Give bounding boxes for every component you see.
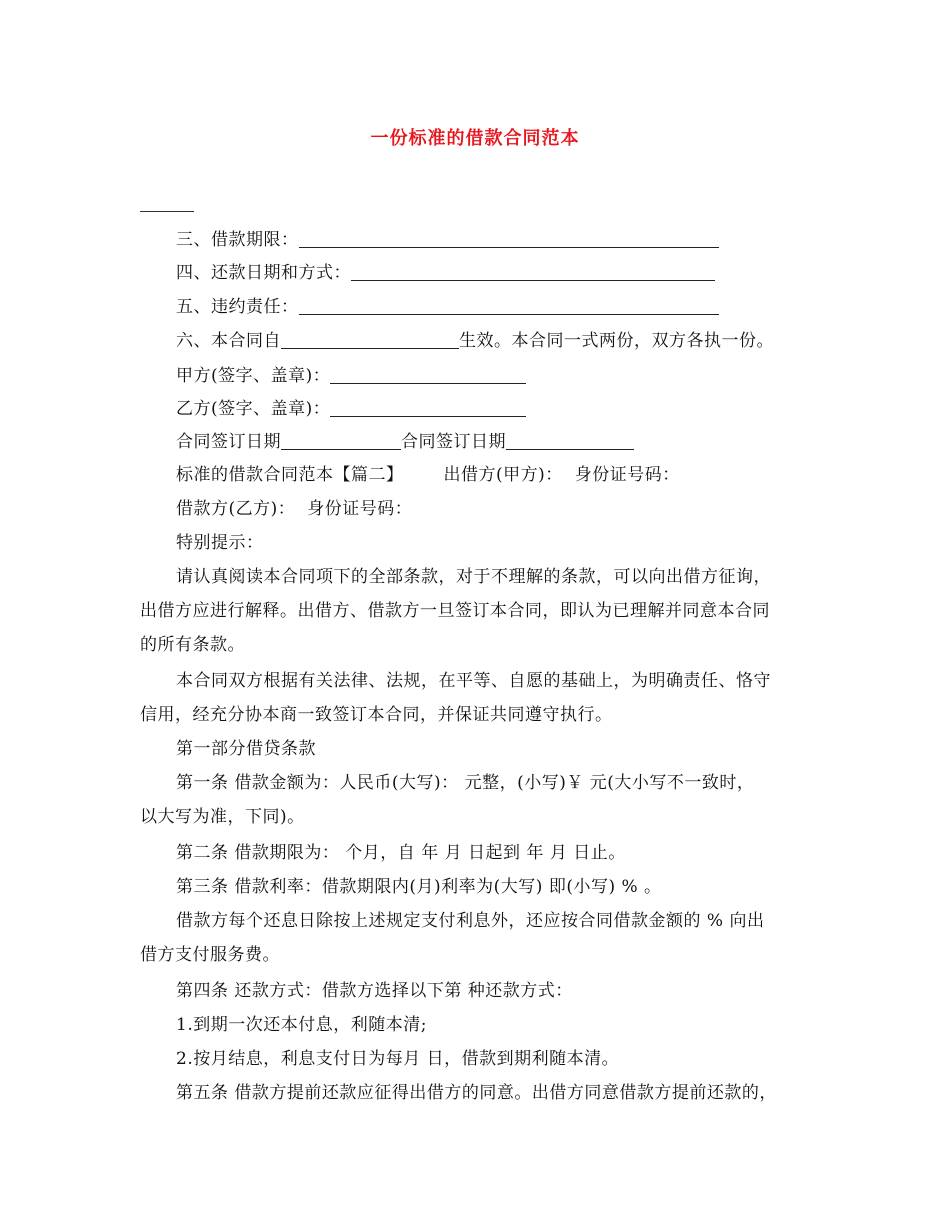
- clause-loan-term-label: 三、借款期限：: [176, 230, 299, 250]
- borrower-label: 借款方(乙方)：: [176, 499, 296, 519]
- repayment-option-2: 2.按月结息，利息支付日为每月 日，借款到期利随本清。: [176, 1049, 620, 1069]
- paragraph-line: 借款方每个还息日除按上述规定支付利息外，还应按合同借款金额的 % 向出: [176, 911, 765, 931]
- paragraph-line: 请认真阅读本合同项下的全部条款，对于不理解的条款，可以向出借方征询，: [176, 567, 771, 587]
- paragraph-line: 的所有条款。: [140, 635, 245, 655]
- document-title: 一份标准的借款合同范本: [370, 128, 580, 149]
- signing-date-label-a: 合同签订日期: [176, 432, 281, 452]
- part-one-heading: 第一部分借贷条款: [176, 739, 316, 759]
- article-three: 第三条 借款利率：借款期限内(月)利率为(大写) 即(小写) % 。: [176, 877, 662, 897]
- party-a-signature: [176, 364, 526, 388]
- article-one: 第一条 借款金额为：人民币(大写)： 元整，(小写)￥ 元(大小写不一致时，: [176, 773, 755, 793]
- blank-line: [299, 229, 719, 248]
- section-two-header: [176, 463, 680, 487]
- article-four: 第四条 还款方式：借款方选择以下第 种还款方式：: [176, 981, 573, 1001]
- blank-line: [506, 431, 634, 450]
- blank-line: [281, 330, 459, 349]
- special-note-heading: 特别提示：: [176, 533, 264, 553]
- signing-dates: [176, 430, 634, 454]
- article-five: 第五条 借款方提前还款应征得出借方的同意。出借方同意借款方提前还款的，: [176, 1083, 777, 1103]
- party-a-signature-label: 甲方(签字、盖章)：: [176, 366, 331, 386]
- lender-id-label: 身份证号码：: [574, 465, 680, 485]
- blank-line: [330, 365, 526, 384]
- clause-effective: [176, 329, 774, 353]
- blank-line: [281, 431, 401, 450]
- clause-breach-label: 五、违约责任：: [176, 297, 299, 317]
- clause-effective-label: 六、本合同自: [176, 331, 281, 351]
- party-b-signature: [176, 397, 526, 421]
- paragraph-line: 信用，经充分协本商一致签订本合同，并保证共同遵守执行。: [140, 705, 613, 725]
- borrower-row: [176, 497, 412, 521]
- clause-effective-rest: 生效。本合同一式两份，双方各执一份。: [459, 331, 774, 351]
- borrower-id-label: 身份证号码：: [307, 499, 413, 519]
- article-two: 第二条 借款期限为： 个月，自 年 月 日起到 年 月 日止。: [176, 843, 626, 863]
- clause-breach: [176, 295, 719, 319]
- party-b-signature-label: 乙方(签字、盖章)：: [176, 399, 331, 419]
- clause-loan-term: [176, 228, 719, 252]
- blank-line: [330, 398, 526, 417]
- section-two-title: 标准的借款合同范本【篇二】: [176, 465, 404, 485]
- paragraph-line: 本合同双方根据有关法律、法规，在平等、自愿的基础上，为明确责任、恪守: [176, 671, 771, 691]
- short-divider: [140, 211, 194, 212]
- clause-repayment: [176, 261, 715, 285]
- clause-repayment-label: 四、还款日期和方式：: [176, 263, 351, 283]
- article-one-cont: 以大写为准，下同)。: [140, 807, 305, 827]
- blank-line: [351, 262, 715, 281]
- signing-date-label-b: 合同签订日期: [401, 432, 506, 452]
- paragraph-line: 出借方应进行解释。出借方、借款方一旦签订本合同，即认为已理解并同意本合同: [140, 601, 770, 621]
- repayment-option-1: 1.到期一次还本付息，利随本清;: [176, 1015, 427, 1035]
- blank-line: [299, 296, 719, 315]
- lender-label: 出借方(甲方)：: [443, 465, 563, 485]
- paragraph-line: 借方支付服务费。: [140, 945, 280, 965]
